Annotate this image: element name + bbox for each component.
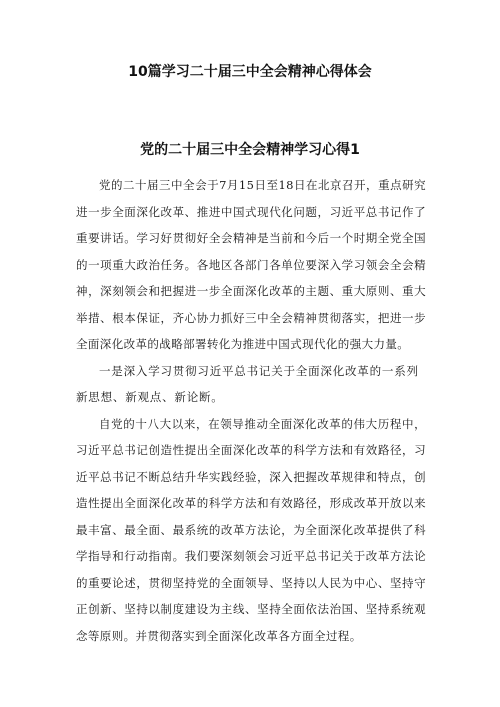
document-body [76, 172, 426, 649]
paragraph-point-one: 一是深入学习贯彻习近平总书记关于全面深化改革的一系列新思想、新观点、新论断。 [76, 363, 419, 404]
document-title: 10篇学习二十届三中全会精神心得体会 [128, 64, 372, 80]
section-title: 党的二十届三中全会精神学习心得1 [140, 142, 360, 158]
paragraph-body: 自党的十八大以来，在领导推动全面深化改革的伟大历程中，习近平总书记创造性提出全面深化改革的科学方法和有效路径，习近平总书记不断总结升华实践经验，深入把握改革规律和特点，创造性提出全面深化改革的科学方法和有效路径，形成改革开放以来最丰富、最全面、最系统的改革方法论，为全面深化改革提供了科学指导和行动指南。我们要深刻领会习近平总书记关于改革方法论的重要论述，贯彻坚持党的全面领导、坚持以人民为中心、坚持守正创新、坚持以制度建设为主线、坚持全面依法治国、坚持系统观念等原则。并贯彻落实到全面深化改革各方面全过程。 [76, 416, 426, 643]
paragraph-intro: 党的二十届三中全会于7月15日至18日在北京召开，重点研究进一步全面深化改革、推进中国式现代化问题，习近平总书记作了重要讲话。学习好贯彻好全会精神是当前和今后一个时期全党全国的一项重大政治任务。各地区各部门各单位要深入学习领会全会精神，深刻领会和把握进一步全面深化改革的主题、重大原则、重大举措、根本保证，齐心协力抓好三中全会精神贯彻落实，把进一步全面深化改革的战略部署转化为推进中国式现代化的强大力量。 [76, 178, 426, 351]
